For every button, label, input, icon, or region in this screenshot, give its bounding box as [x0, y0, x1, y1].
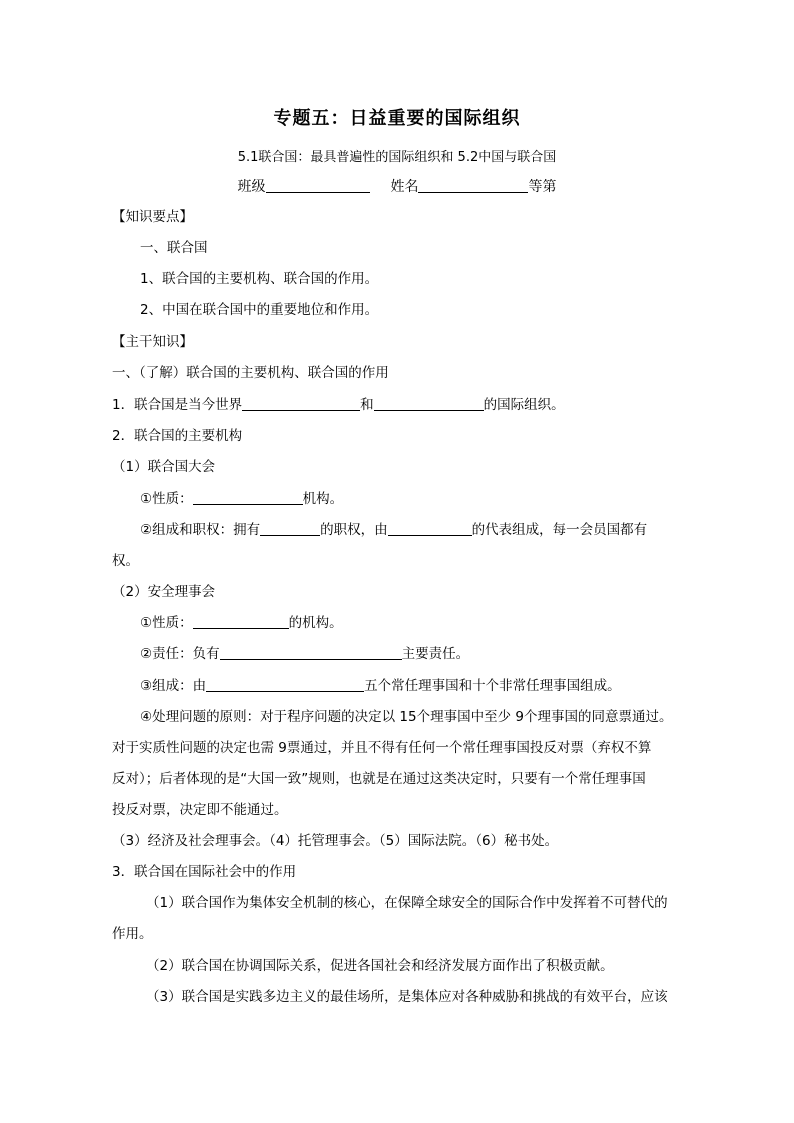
sc-composition — [140, 677, 621, 695]
role-1-line-1: （1）联合国作为集体安全机制的核心，在保障全球安全的国际合作中发挥着不可替代的 — [146, 895, 668, 911]
class-blank — [266, 178, 370, 193]
q1-blank-1 — [242, 396, 360, 411]
sc-resp-blank — [220, 645, 402, 660]
general-assembly-title: （1）联合国大会 — [112, 459, 216, 475]
section-1-heading: 一、（了解）联合国的主要机构、联合国的作用 — [112, 365, 389, 381]
rank-label: 等第 — [528, 179, 557, 195]
question-3: 3．联合国在国际社会中的作用 — [112, 864, 297, 880]
ga-nature — [140, 490, 343, 508]
sc-comp-blank — [206, 677, 364, 692]
sc-nature-blank — [193, 614, 289, 629]
q1-text-pre: 1．联合国是当今世界 — [112, 397, 243, 413]
ga-nature-pre: ①性质： — [140, 491, 193, 507]
name-blank — [418, 178, 528, 193]
ga-composition-tail: 权。 — [112, 553, 139, 569]
q1-text-post: 的国际组织。 — [483, 397, 565, 413]
role-2: （2）联合国在协调国际关系，促进各国社会和经济发展方面作出了积极贡献。 — [146, 958, 614, 974]
question-2: 2．联合国的主要机构 — [112, 428, 243, 444]
sc-comp-post: 五个常任理事国和十个非常任理事国组成。 — [364, 678, 621, 694]
ga-comp-pre: ②组成和职权：拥有 — [140, 522, 261, 538]
ga-comp-post: 的代表组成，每一会员国都有 — [471, 522, 648, 538]
ga-comp-blank-1 — [260, 521, 320, 536]
sc-responsibility — [140, 645, 469, 663]
page-subtitle: 5.1联合国：最具普遍性的国际组织和 5.2中国与联合国 — [237, 150, 557, 165]
ga-comp-mid: 的职权，由 — [320, 522, 388, 538]
security-council-title: （2）安全理事会 — [112, 584, 216, 600]
class-label: 班级 — [237, 179, 266, 195]
sc-principle-line-1: ④处理问题的原则：对于程序问题的决定以 15个理事国中至少 9个理事国的同意票通过。 — [140, 709, 673, 725]
sc-principle-line-4: 投反对票，决定即不能通过。 — [112, 802, 288, 818]
ga-composition — [140, 521, 647, 539]
sc-nature-post: 的机构。 — [288, 615, 343, 631]
sc-nature — [140, 614, 343, 632]
role-1-line-2: 作用。 — [112, 926, 153, 942]
name-label: 姓名 — [390, 179, 419, 195]
sc-resp-post: 主要责任。 — [401, 646, 470, 662]
ga-nature-post: 机构。 — [302, 491, 344, 507]
knowledge-item-1: 1、联合国的主要机构、联合国的作用。 — [140, 271, 379, 287]
main-knowledge-header: 【主干知识】 — [112, 334, 193, 350]
sc-comp-pre: ③组成：由 — [140, 678, 207, 694]
knowledge-section: 一、联合国 — [140, 240, 208, 256]
knowledge-points-header: 【知识要点】 — [112, 209, 193, 225]
role-3: （3）联合国是实践多边主义的最佳场所，是集体应对各种威胁和挑战的有效平台，应该 — [146, 989, 668, 1005]
q1-blank-2 — [374, 396, 484, 411]
page-title: 专题五：日益重要的国际组织 — [273, 108, 521, 129]
sc-principle-line-2: 对于实质性问题的决定也需 9票通过，并且不得有任何一个常任理事国投反对票（弃权不算 — [112, 740, 652, 756]
sc-principle-line-3: 反对）；后者体现的是“大国一致”规则，也就是在通过这类决定时，只要有一个常任理事国 — [112, 771, 646, 787]
ga-nature-blank — [193, 490, 303, 505]
other-organs: （3）经济及社会理事会。（4）托管理事会。（5）国际法院。（6）秘书处。 — [112, 833, 559, 849]
q1-text-mid: 和 — [360, 397, 374, 413]
sc-resp-pre: ②责任：负有 — [140, 646, 220, 662]
sc-nature-pre: ①性质： — [140, 615, 193, 631]
ga-comp-blank-2 — [388, 521, 472, 536]
class-info-line — [0, 176, 794, 196]
knowledge-item-2: 2、中国在联合国中的重要地位和作用。 — [140, 302, 379, 318]
question-1 — [112, 396, 565, 414]
